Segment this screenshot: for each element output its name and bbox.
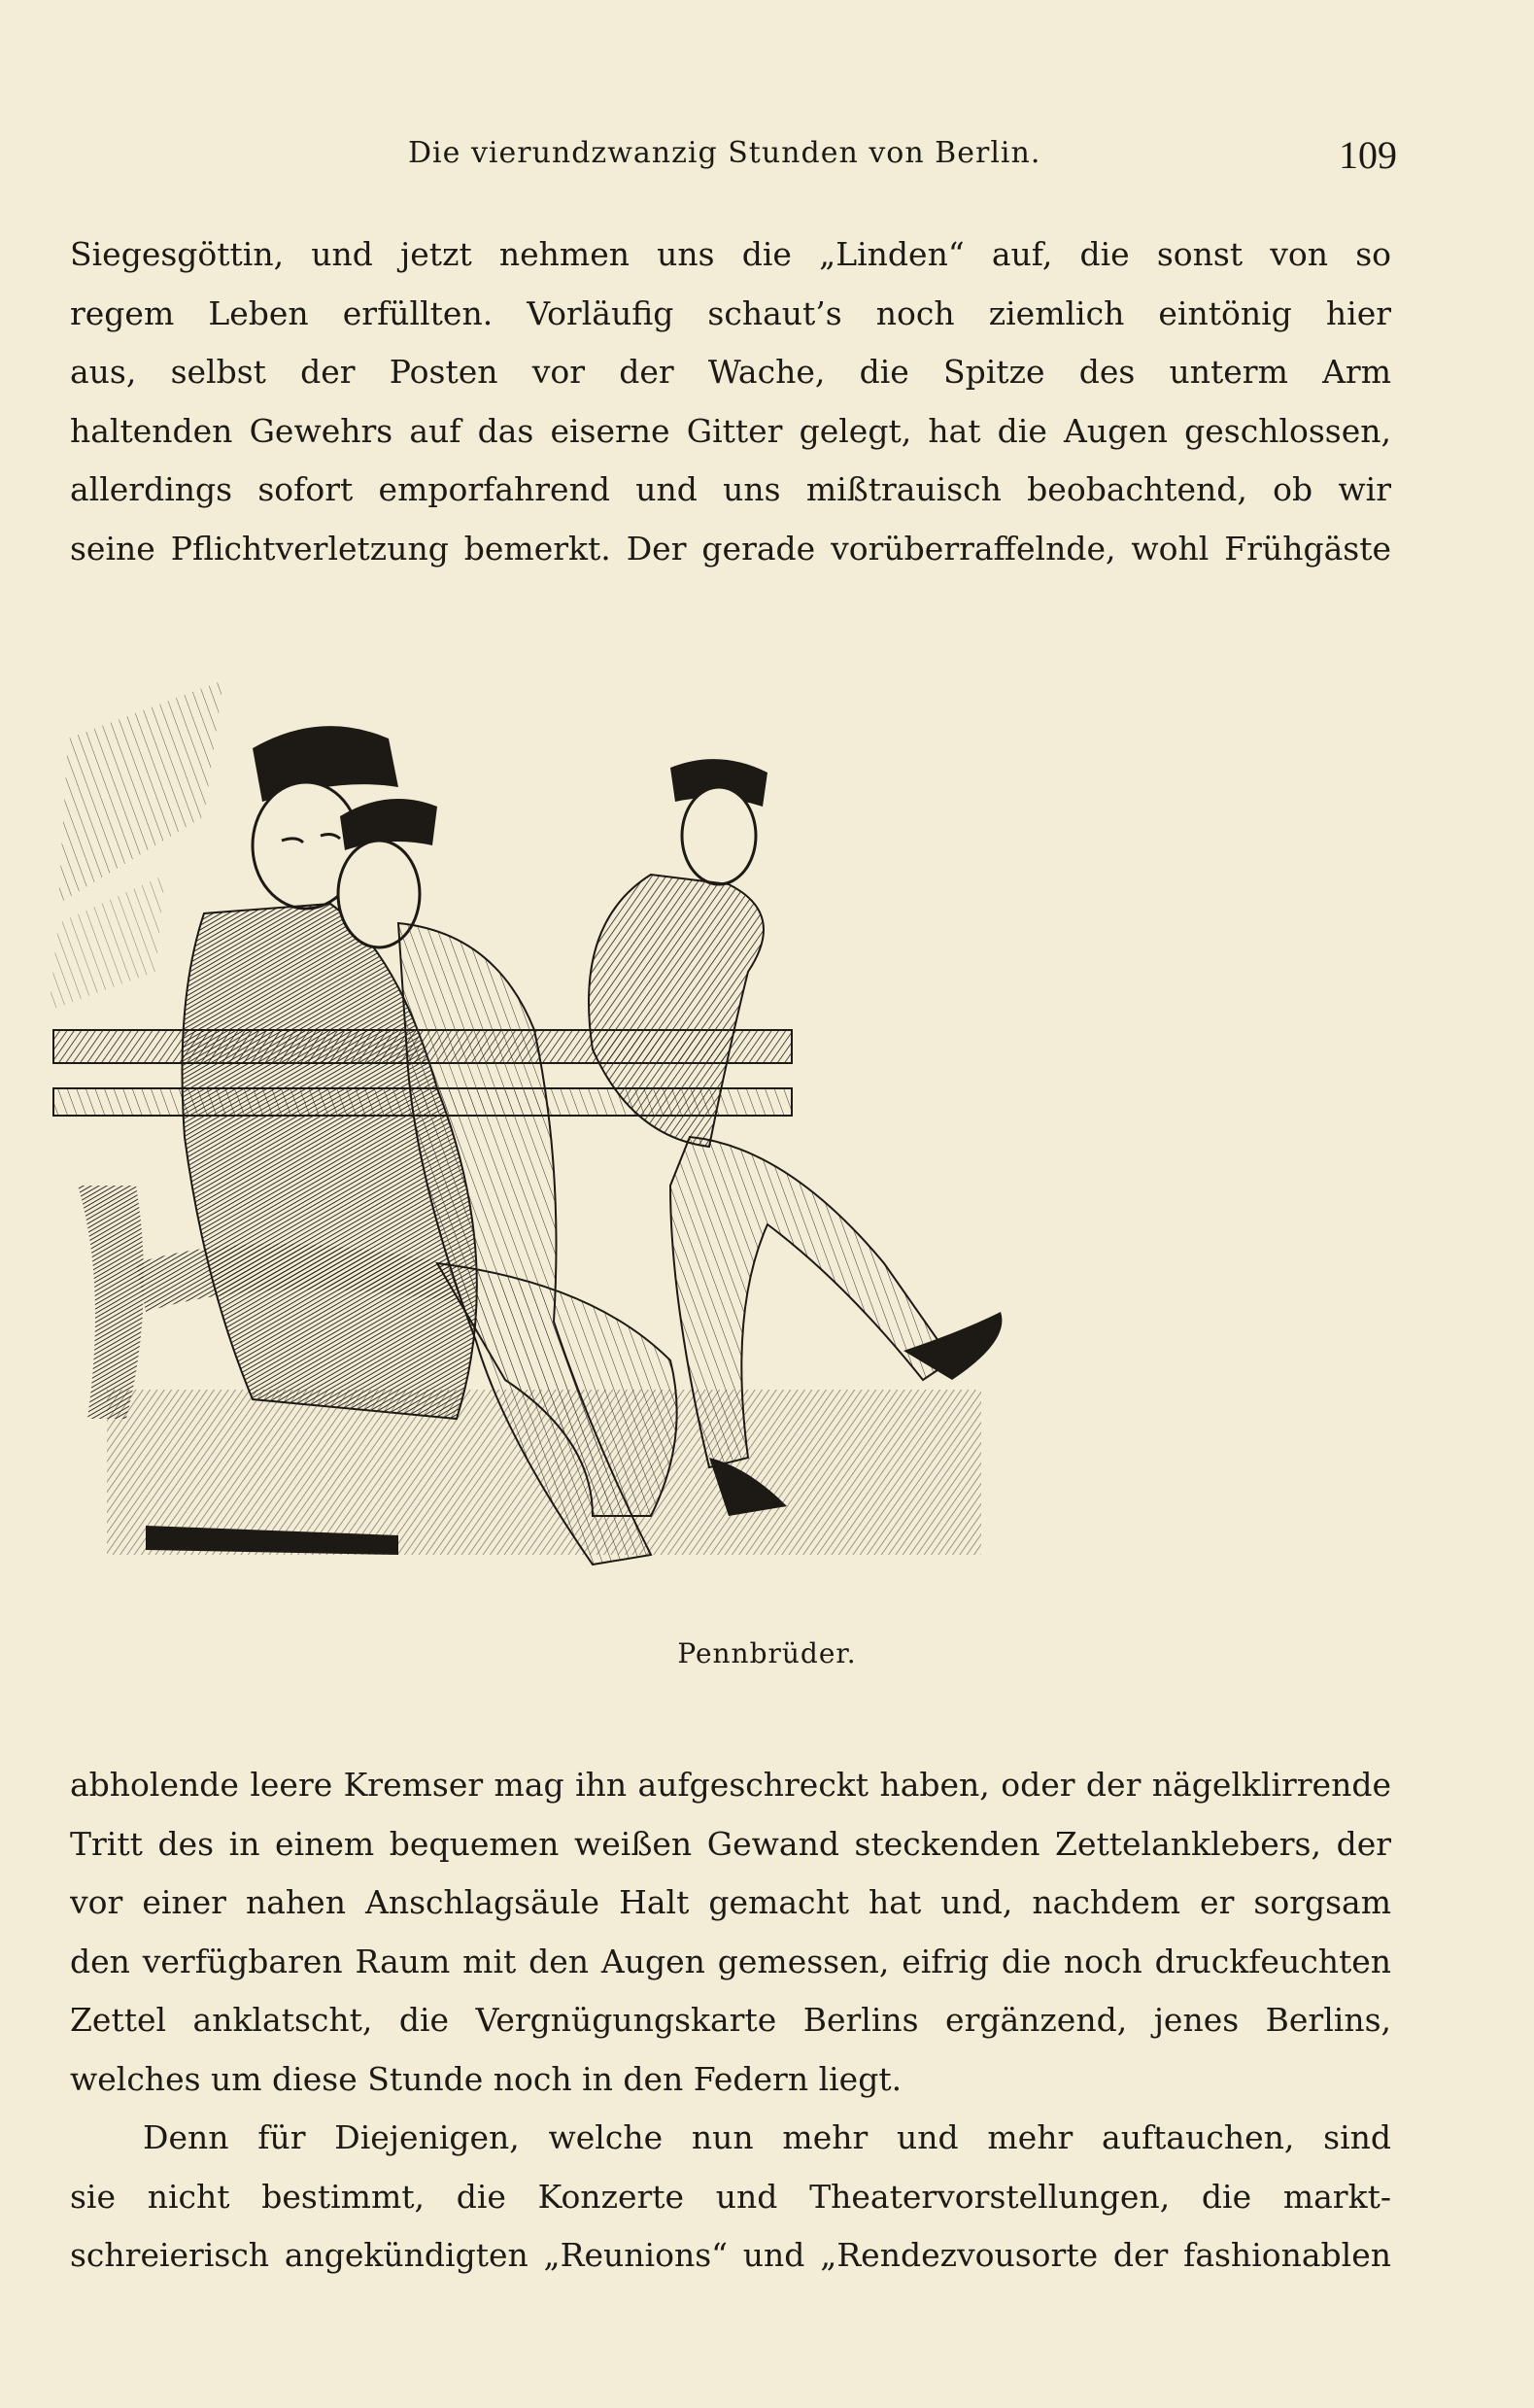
text-line: vor einer nahen Anschlagsäule Halt gemacht hat und, nachdem er sorgsam: [70, 1883, 1391, 1921]
text-line: den verfügbaren Raum mit den Augen gemessen, eifrig die noch druckfeuchten: [70, 1942, 1391, 1980]
text-line: Zettel anklatscht, die Vergnügungskarte Berlins ergänzend, jenes Berlins,: [70, 2001, 1391, 2039]
text-line: seine Pflichtverletzung bemerkt. Der gerade vorüberraffelnde, wohl Frühgäste: [70, 529, 1391, 568]
text-line: sie nicht bestimmt, die Konzerte und Theatervorstellungen, die markt-: [70, 2177, 1391, 2216]
text-line: schreierisch angekündigten „Reunions“ und „Rendezvousorte der fashionablen: [70, 2236, 1391, 2274]
text-line: Denn für Diejenigen, welche nun mehr und mehr auftauchen, sind: [143, 2118, 1391, 2156]
body-text-top: [70, 225, 1391, 578]
body-text-bottom: [70, 1756, 1391, 2286]
running-title: Die vierundzwanzig Stunden von Berlin.: [408, 136, 1041, 170]
illustration-sleeping-men: [49, 680, 1331, 1584]
page-number: 109: [1339, 133, 1397, 177]
text-line: regem Leben erfüllten. Vorläufig schaut’s noch ziemlich eintönig hier: [70, 293, 1391, 332]
text-line: allerdings sofort emporfahrend und uns mißtrauisch beobachtend, ob wir: [70, 470, 1391, 508]
text-line: welches um diese Stunde noch in den Federn liegt.: [70, 2059, 903, 2098]
running-head: [0, 133, 1534, 185]
text-line: haltenden Gewehrs auf das eiserne Gitter gelegt, hat die Augen geschlossen,: [70, 411, 1391, 450]
text-line: Siegesgöttin, und jetzt nehmen uns die „Linden“ auf, die sonst von so: [70, 235, 1391, 273]
text-line: aus, selbst der Posten vor der Wache, die Spitze des unterm Arm: [70, 353, 1391, 391]
figure-caption: Pennbrüder.: [677, 1637, 857, 1669]
text-line: Tritt des in einem bequemen weißen Gewand steckenden Zettelanklebers, der: [70, 1824, 1391, 1863]
text-line: abholende leere Kremser mag ihn aufgeschreckt haben, oder der nägelklirrende: [70, 1766, 1391, 1804]
